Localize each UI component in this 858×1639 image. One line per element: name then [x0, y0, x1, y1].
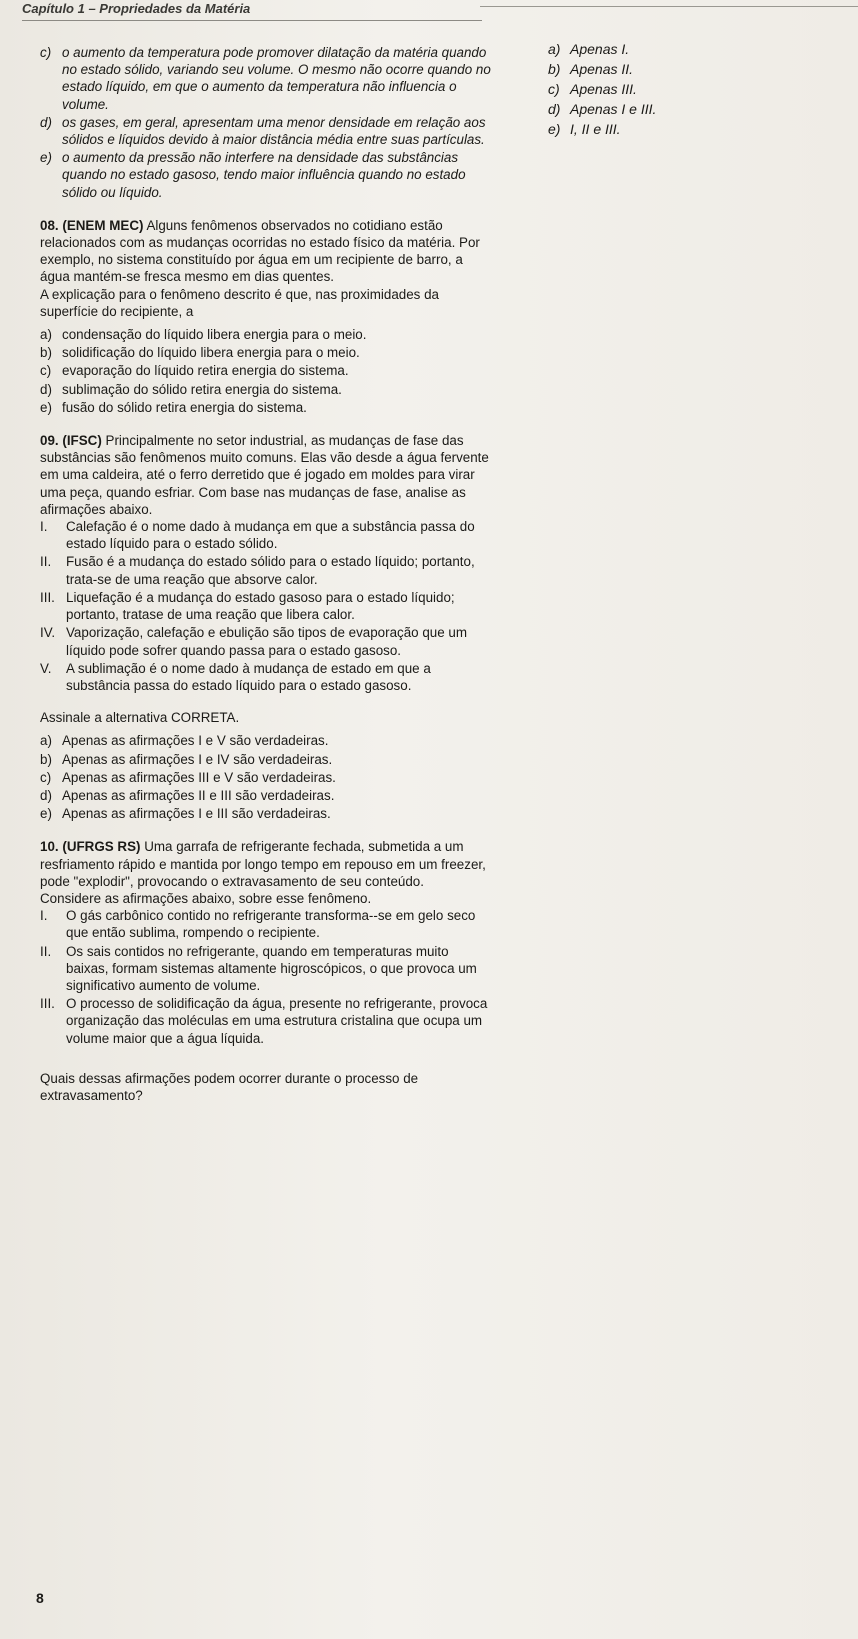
prev-question-options — [548, 40, 848, 140]
question-source: (UFRGS RS) — [62, 839, 141, 855]
option-e: e) Apenas as afirmações I e III são verdadeiras. — [40, 806, 331, 822]
question-statement — [40, 838, 492, 890]
question-intro: Considere as afirmações abaixo, sobre esse fenômeno. — [40, 890, 372, 906]
option-e: e) I, II e III. — [548, 121, 621, 137]
question-08 — [40, 217, 492, 416]
question-statement — [40, 432, 492, 518]
option-e: e) o aumento da pressão não interfere na densidade das substâncias quando no estado gasoso, tendo maior influência quando no estado sólido ou líquido. — [40, 150, 466, 200]
option-d: d) sublimação do sólido retira energia do sistema. — [40, 381, 342, 397]
question-statement — [40, 217, 492, 286]
question-source: (IFSC) — [62, 433, 102, 449]
question-source: (ENEM MEC) — [62, 217, 144, 233]
question-prompt: Assinale a alternativa CORRETA. — [40, 710, 240, 726]
header-rule — [480, 6, 858, 7]
statement-iv: IV. Vaporização, calefação e ebulição são tipos de evaporação que um líquido pode sofrer quando passa para o estado gasoso. — [40, 625, 467, 658]
option-b: b) Apenas as afirmações I e IV são verdadeiras. — [40, 751, 333, 767]
option-a: a) condensação do líquido libera energia para o meio. — [40, 327, 367, 343]
statement-v: V. A sublimação é o nome dado à mudança de estado em que a substância passa do estado líquido para o estado gasoso. — [40, 660, 431, 693]
page-number: 8 — [36, 1590, 44, 1606]
statement-i: I. Calefação é o nome dado à mudança em que a substância passa do estado líquido para o estado sólido. — [40, 519, 475, 552]
statement-text: Uma garrafa de refrigerante fechada, submetida a um resfriamento rápido e mantida por longo tempo em repouso em um freezer, pode "explodir", provocando o extravasamento de seu conteúdo. — [40, 839, 486, 889]
question-10 — [40, 838, 492, 1104]
option-a: a) Apenas as afirmações I e V são verdadeiras. — [40, 733, 329, 749]
option-d: d) Apenas as afirmações II e III são verdadeiras. — [40, 787, 335, 803]
statement-i: I. O gás carbônico contido no refrigerante transforma--se em gelo seco que então sublima, rompendo o recipiente. — [40, 908, 476, 941]
option-c: c) Apenas as afirmações III e V são verdadeiras. — [40, 769, 336, 785]
question-09 — [40, 432, 492, 822]
option-e: e) fusão do sólido retira energia do sistema. — [40, 399, 307, 415]
question-number: 10. — [40, 839, 59, 855]
prev-question-left-options — [40, 44, 492, 201]
option-b: b) Apenas II. — [548, 61, 634, 77]
question-prompt: Quais dessas afirmações podem ocorrer durante o processo de extravasamento? — [40, 1070, 419, 1103]
option-c: c) o aumento da temperatura pode promover dilatação da matéria quando no estado sólido, variando seu volume. O mesmo não ocorre quando no estado líquido, em que o aumento da temperatura não influencia o volume. — [40, 45, 491, 112]
statement-text: Alguns fenômenos observados no cotidiano estão relacionados com as mudanças ocorridas no estado físico da matéria. Por exemplo, no sistema constituído por água em um recipiente de barro, a água mantém-se fresca mesmo em dias quentes. — [40, 217, 480, 285]
option-a: a) Apenas I. — [548, 41, 630, 57]
option-d: d) Apenas I e III. — [548, 101, 657, 117]
statement-ii: II. Os sais contidos no refrigerante, quando em temperaturas muito baixas, formam sistemas altamente higroscópicos, o que provoca um significativo aumento de volume. — [40, 943, 477, 993]
option-c: c) Apenas III. — [548, 81, 637, 97]
statement-iii: III. O processo de solidificação da água, presente no refrigerante, provoca organização das moléculas em uma estrutura cristalina que ocupa um volume maior que a água líquida. — [40, 996, 488, 1046]
question-number: 09. — [40, 433, 59, 449]
question-prompt: A explicação para o fenômeno descrito é que, nas proximidades da superfície do recipiente, a — [40, 286, 439, 319]
statement-iii: III. Liquefação é a mudança do estado gasoso para o estado líquido; portanto, tratase de uma reação que libera calor. — [40, 589, 455, 623]
statement-text: Principalmente no setor industrial, as mudanças de fase das substâncias são fenômenos muito comuns. Elas vão desde a água fervente em uma caldeira, até o ferro derretido que é jogado em moldes para virar uma peça, quando esfriar. Com base nas mudanças de fase, analise as afirmações abaixo. — [40, 433, 489, 517]
statement-ii: II. Fusão é a mudança do estado sólido para o estado líquido; portanto, trata-se de uma reação que absorve calor. — [40, 554, 475, 587]
question-number: 08. — [40, 217, 59, 233]
option-b: b) solidificação do líquido libera energia para o meio. — [40, 345, 360, 361]
option-d: d) os gases, em geral, apresentam uma menor densidade em relação aos sólidos e líquidos devido à maior distância média entre suas partículas. — [40, 114, 486, 148]
main-column — [40, 44, 492, 1104]
option-c: c) evaporação do líquido retira energia do sistema. — [40, 363, 349, 379]
chapter-header: Capítulo 1 – Propriedades da Matéria — [22, 0, 482, 21]
